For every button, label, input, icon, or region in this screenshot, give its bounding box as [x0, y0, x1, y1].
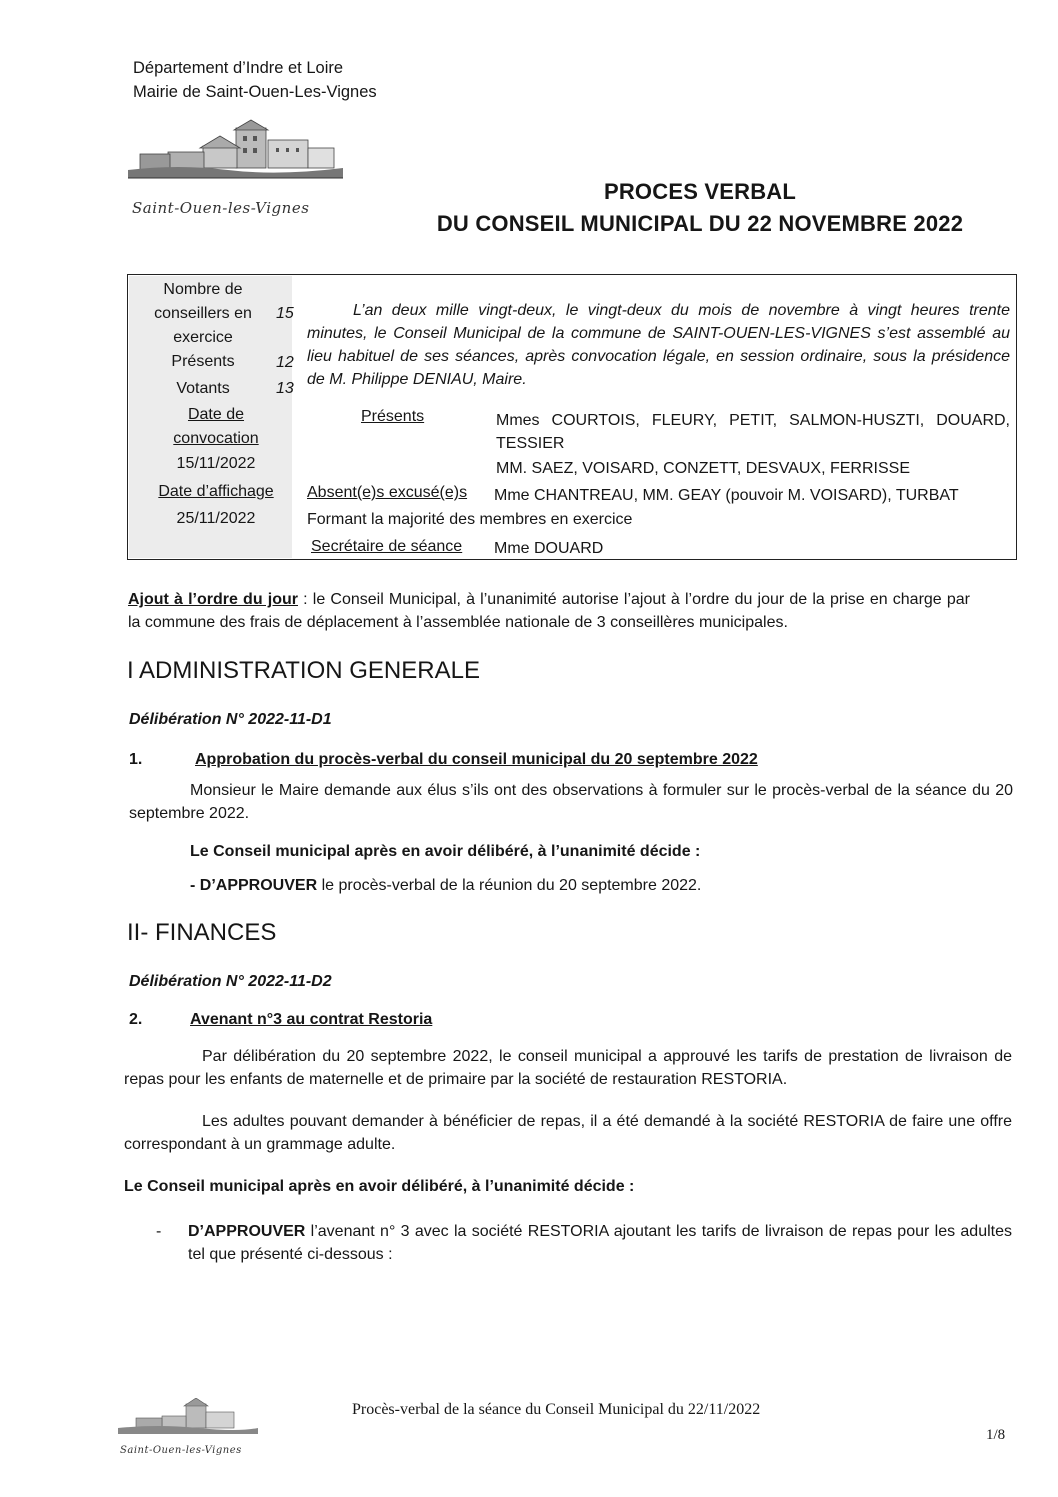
footer-text: Procès-verbal de la séance du Conseil Municipal du 22/11/2022: [352, 1401, 761, 1418]
convocation-label-line2: convocation: [173, 430, 259, 447]
item-2-decision: Le Conseil municipal après en avoir délibéré, à l’unanimité décide :: [124, 1178, 635, 1195]
votants-value: 13: [276, 380, 294, 397]
affichage-date: 25/11/2022: [176, 510, 256, 527]
convocation-label-line1: Date de: [187, 406, 245, 423]
item-2-approval: [188, 1220, 1012, 1266]
convocation-label: [141, 403, 291, 451]
title-line-2: DU CONSEIL MUNICIPAL DU 22 NOVEMBRE 2022: [436, 211, 964, 236]
footer-logo: [118, 1398, 258, 1468]
footer-logo-caption: Saint-Ouen-les-Vignes: [120, 1445, 242, 1456]
section-1-heading: I ADMINISTRATION GENERALE: [127, 657, 480, 684]
nombre-value: 15: [276, 305, 294, 322]
item-1-approve-text: le procès-verbal de la réunion du 20 septembre 2022.: [317, 877, 702, 894]
footer-logo-drawing: [118, 1398, 258, 1440]
item-2-number: 2.: [129, 1011, 143, 1028]
presents-mmes: Mmes COURTOIS, FLEURY, PETIT, SALMON-HUSZTI, DOUARD, TESSIER: [496, 412, 1010, 452]
session-intro: L’an deux mille vingt-deux, le vingt-deux du mois de novembre à vingt heures trente minutes, le Conseil Municipal de la commune de SAINT-OUEN-LES-VIGNES s’est assemblé au lieu habituel de ses séances, après convocation légale, en session ordinaire, sous la présidence de M. Philippe DENIAU, Maire.: [307, 302, 1010, 388]
section-2-heading: II- FINANCES: [127, 919, 277, 946]
item-2-paragraph-1: Par délibération du 20 septembre 2022, le conseil municipal a approuvé les tarifs de prestation de livraison de repas pour les enfants de maternelle et de primaire par la société de restauration RESTORIA.: [124, 1048, 1012, 1088]
presents-mm: MM. SAEZ, VOISARD, CONZETT, DESVAUX, FERRISSE: [496, 460, 910, 477]
presents-label: Présents: [171, 353, 235, 370]
logo-caption: Saint-Ouen-les-Vignes: [132, 199, 310, 217]
item-1-approval: [190, 874, 701, 897]
nombre-label-line3: exercice: [173, 329, 233, 346]
item-1-title: Approbation du procès-verbal du conseil municipal du 20 septembre 2022: [195, 751, 758, 768]
votants-label: Votants: [176, 380, 230, 397]
ajout-paragraph: [128, 588, 970, 634]
village-logo-drawing: [128, 118, 343, 188]
title-line-1: PROCES VERBAL: [603, 179, 797, 204]
ajout-text: : le Conseil Municipal, à l’unanimité autorise l’ajout à l’ordre du jour de la prise en charge par la commune des frais de déplacement à l’assemblée nationale de 3 conseillères municipales.: [128, 591, 970, 631]
nombre-label-line1: Nombre de: [163, 281, 243, 298]
section-1-deliberation: Délibération N° 2022-11-D1: [129, 711, 332, 728]
item-2-bullet: -: [156, 1223, 162, 1240]
item-1-paragraph: Monsieur le Maire demande aux élus s’ils ont des observations à formuler sur le procès-verbal de la séance du 20 septembre 2022.: [129, 782, 1013, 822]
nombre-label: [128, 278, 278, 350]
nombre-label-line2: conseillers en: [154, 305, 252, 322]
village-logo: [128, 118, 343, 218]
item-2-approve-prefix: D’APPROUVER: [188, 1223, 306, 1240]
absents-text: Mme CHANTREAU, MM. GEAY (pouvoir M. VOISARD), TURBAT: [494, 487, 959, 504]
ajout-label: Ajout à l’ordre du jour: [128, 591, 298, 608]
majorite-text: Formant la majorité des membres en exercice: [307, 511, 633, 528]
absents-heading: Absent(e)s excusé(e)s: [307, 484, 468, 501]
page-number: 1/8: [986, 1427, 1006, 1443]
item-1-decision: Le Conseil municipal après en avoir délibéré, à l’unanimité décide :: [190, 843, 701, 860]
item-2-approve-text: l’avenant n° 3 avec la société RESTORIA ajoutant les tarifs de livraison de repas pour les adultes tel que présenté ci-dessous :: [188, 1223, 1012, 1263]
item-2-paragraph-2: Les adultes pouvant demander à bénéficier de repas, il a été demandé à la société RESTORIA de faire une offre correspondant à un grammage adulte.: [124, 1113, 1012, 1153]
secretaire-text: Mme DOUARD: [494, 540, 604, 557]
mairie-name: Mairie de Saint-Ouen-Les-Vignes: [133, 83, 377, 101]
convocation-date: 15/11/2022: [176, 455, 256, 472]
secretaire-heading: Secrétaire de séance: [311, 538, 463, 555]
item-2-title: Avenant n°3 au contrat Restoria: [190, 1011, 433, 1028]
presents-value: 12: [276, 354, 294, 371]
department-name: Département d’Indre et Loire: [133, 59, 344, 77]
item-1-number: 1.: [129, 751, 143, 768]
section-2-deliberation: Délibération N° 2022-11-D2: [129, 973, 332, 990]
item-1-approve-prefix: - D’APPROUVER: [190, 877, 318, 894]
document-title: [400, 176, 1000, 240]
presents-heading: Présents: [361, 408, 425, 425]
affichage-label: Date d’affichage: [158, 483, 274, 500]
